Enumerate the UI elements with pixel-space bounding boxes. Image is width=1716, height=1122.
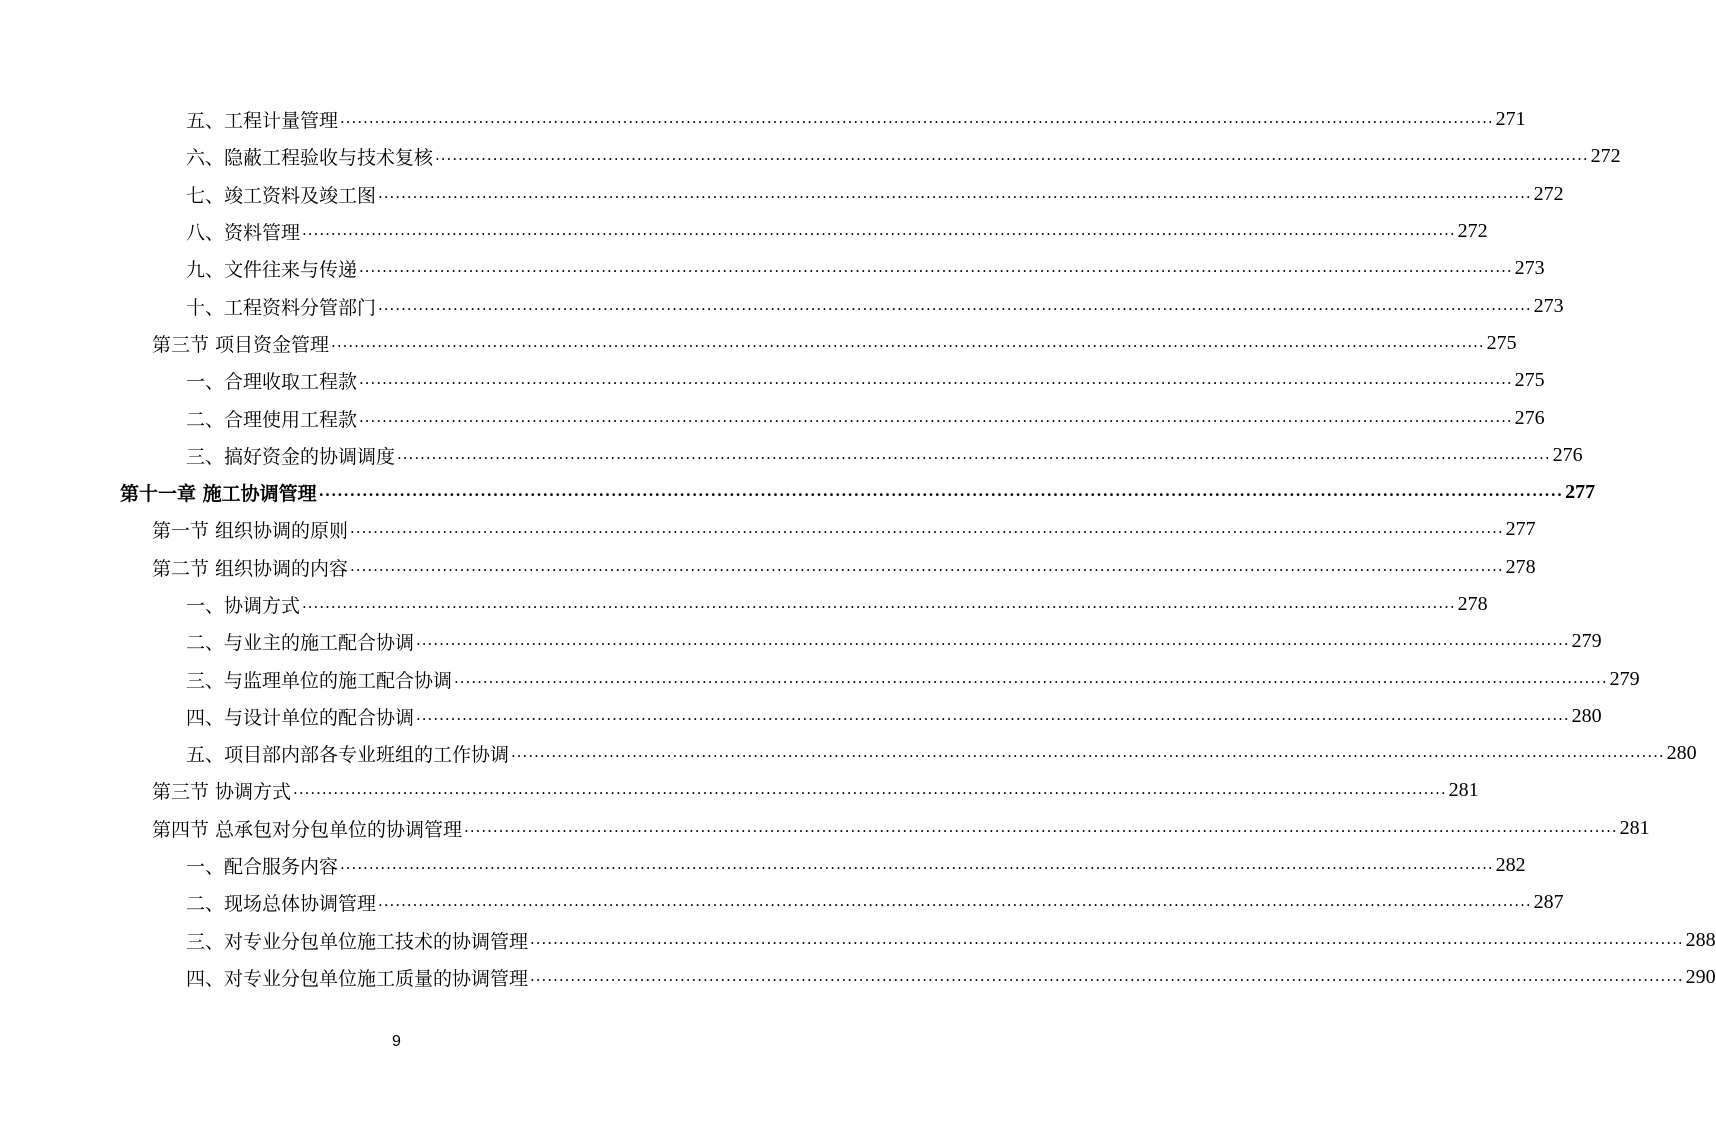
toc-leader-dots: ········································································································································································································ bbox=[416, 709, 1570, 728]
toc-leader-dots: ········································································································································································································ bbox=[331, 336, 1485, 355]
toc-entry[interactable] bbox=[0, 213, 1488, 250]
toc-entry-label: 三、搞好资金的协调调度 bbox=[186, 445, 396, 468]
toc-entry-page: 280 bbox=[1571, 704, 1602, 727]
toc-entry-page: 280 bbox=[1666, 742, 1697, 765]
toc-entry[interactable] bbox=[0, 623, 1602, 660]
toc-entry-label: 五、项目部内部各专业班组的工作协调 bbox=[186, 744, 510, 767]
toc-entry[interactable] bbox=[0, 810, 1650, 847]
toc-entry-label: 一、合理收取工程款 bbox=[186, 371, 358, 394]
toc-entry-label: 一、配合服务内容 bbox=[186, 856, 339, 879]
toc-leader-dots: ········································································································································································································ bbox=[416, 635, 1570, 654]
toc-entry[interactable] bbox=[0, 325, 1517, 362]
toc-leader-dots: ········································································································································································································ bbox=[318, 486, 1564, 505]
toc-leader-dots: ········································································································································································································ bbox=[302, 598, 1456, 616]
toc-entry[interactable] bbox=[0, 698, 1602, 735]
toc-entry-label: 一、协调方式 bbox=[186, 595, 301, 617]
toc-entry-label: 第一节 组织协调的原则 bbox=[152, 520, 349, 543]
toc-entry[interactable] bbox=[0, 138, 1621, 175]
toc-entry-page: 276 bbox=[1552, 443, 1583, 466]
toc-leader-dots: ········································································································································································································ bbox=[340, 859, 1494, 878]
toc-entry-page: 287 bbox=[1533, 891, 1564, 914]
toc-entry-label: 三、对专业分包单位施工技术的协调管理 bbox=[186, 930, 529, 953]
toc-entry-label: 五、工程计量管理 bbox=[186, 110, 339, 133]
toc-entry-label: 第二节 组织协调的内容 bbox=[152, 557, 349, 580]
toc-entry-page: 279 bbox=[1609, 667, 1640, 690]
toc-entry-label: 第四节 总承包对分包单位的协调管理 bbox=[152, 818, 463, 841]
toc-leader-dots: ········································································································································································································ bbox=[530, 933, 1684, 952]
toc-entry[interactable] bbox=[0, 586, 1488, 623]
toc-entry[interactable] bbox=[0, 735, 1697, 772]
toc-entry-label: 二、现场总体协调管理 bbox=[186, 893, 377, 916]
toc-entry[interactable] bbox=[0, 847, 1526, 884]
toc-entry-page: 277 bbox=[1505, 518, 1536, 541]
toc-entry-label: 九、文件往来与传递 bbox=[186, 259, 358, 282]
toc-entry[interactable] bbox=[0, 101, 1526, 138]
toc-entry[interactable] bbox=[0, 287, 1564, 324]
toc-leader-dots: ········································································································································································································ bbox=[378, 299, 1532, 318]
toc-entry-label: 七、竣工资料及竣工图 bbox=[186, 184, 377, 207]
toc-entry-page: 290 bbox=[1685, 965, 1716, 988]
toc-leader-dots: ········································································································································································································ bbox=[302, 225, 1456, 244]
toc-entry-label: 二、合理使用工程款 bbox=[186, 408, 358, 431]
toc-leader-dots: ········································································································································································································ bbox=[350, 560, 1504, 579]
toc-entry-label: 六、隐蔽工程验收与技术复核 bbox=[186, 147, 434, 170]
toc-leader-dots: ········································································································································································································ bbox=[378, 187, 1532, 206]
toc-entry[interactable] bbox=[0, 362, 1545, 399]
toc-leader-dots: ········································································································································································································ bbox=[435, 150, 1589, 169]
table-of-contents bbox=[0, 101, 1716, 996]
toc-entry-page: 276 bbox=[1514, 406, 1545, 429]
toc-entry[interactable] bbox=[0, 474, 1596, 511]
toc-entry-label: 第三节 协调方式 bbox=[152, 781, 292, 804]
page-number: 9 bbox=[392, 1033, 401, 1050]
toc-leader-dots: ········································································································································································································ bbox=[511, 747, 1665, 766]
toc-leader-dots: ········································································································································································································ bbox=[340, 113, 1494, 132]
toc-entry-page: 273 bbox=[1533, 294, 1564, 317]
toc-entry[interactable] bbox=[0, 660, 1640, 697]
toc-leader-dots: ········································································································································································································ bbox=[359, 374, 1513, 393]
toc-entry[interactable] bbox=[0, 884, 1564, 921]
toc-entry-page: 273 bbox=[1514, 257, 1545, 280]
toc-leader-dots: ········································································································································································································ bbox=[530, 970, 1684, 989]
toc-leader-dots: ········································································································································································································ bbox=[359, 262, 1513, 281]
toc-entry-page: 272 bbox=[1457, 220, 1488, 243]
toc-entry-label: 四、对专业分包单位施工质量的协调管理 bbox=[186, 967, 529, 990]
toc-entry-label: 八、资料管理 bbox=[186, 222, 301, 245]
toc-entry-label: 十、工程资料分管部门 bbox=[186, 296, 377, 319]
toc-entry[interactable] bbox=[0, 437, 1583, 474]
toc-entry-page: 278 bbox=[1505, 555, 1536, 578]
toc-entry-label: 二、与业主的施工配合协调 bbox=[186, 632, 415, 655]
toc-entry[interactable] bbox=[0, 959, 1716, 996]
toc-entry[interactable] bbox=[0, 922, 1716, 959]
toc-entry-page: 288 bbox=[1685, 928, 1716, 951]
toc-entry-page: 278 bbox=[1457, 593, 1488, 615]
toc-entry-label: 第十一章 施工协调管理 bbox=[120, 483, 317, 506]
toc-entry[interactable] bbox=[0, 511, 1536, 548]
toc-entry[interactable] bbox=[0, 176, 1564, 213]
toc-entry-page: 277 bbox=[1565, 481, 1596, 504]
toc-entry[interactable] bbox=[0, 549, 1536, 586]
toc-leader-dots: ········································································································································································································ bbox=[464, 821, 1618, 840]
toc-entry-page: 272 bbox=[1533, 182, 1564, 205]
toc-leader-dots: ········································································································································································································ bbox=[359, 411, 1513, 430]
toc-leader-dots: ········································································································································································································ bbox=[350, 523, 1504, 542]
toc-entry-page: 281 bbox=[1619, 816, 1650, 839]
toc-entry-page: 279 bbox=[1571, 630, 1602, 653]
toc-entry-page: 275 bbox=[1486, 331, 1517, 354]
toc-entry-label: 第三节 项目资金管理 bbox=[152, 333, 330, 356]
toc-entry[interactable] bbox=[0, 399, 1545, 436]
toc-entry-page: 275 bbox=[1514, 369, 1545, 392]
toc-leader-dots: ········································································································································································································ bbox=[397, 448, 1551, 467]
toc-entry-page: 282 bbox=[1495, 854, 1526, 877]
toc-entry-page: 272 bbox=[1590, 145, 1621, 168]
toc-entry-page: 271 bbox=[1495, 108, 1526, 131]
toc-leader-dots: ········································································································································································································ bbox=[293, 784, 1447, 803]
toc-leader-dots: ········································································································································································································ bbox=[454, 672, 1608, 691]
toc-entry[interactable] bbox=[0, 250, 1545, 287]
toc-leader-dots: ········································································································································································································ bbox=[378, 896, 1532, 915]
toc-entry-label: 三、与监理单位的施工配合协调 bbox=[186, 669, 453, 692]
toc-entry-label: 四、与设计单位的配合协调 bbox=[186, 706, 415, 729]
toc-entry-page: 281 bbox=[1448, 779, 1479, 802]
toc-entry[interactable] bbox=[0, 772, 1479, 809]
